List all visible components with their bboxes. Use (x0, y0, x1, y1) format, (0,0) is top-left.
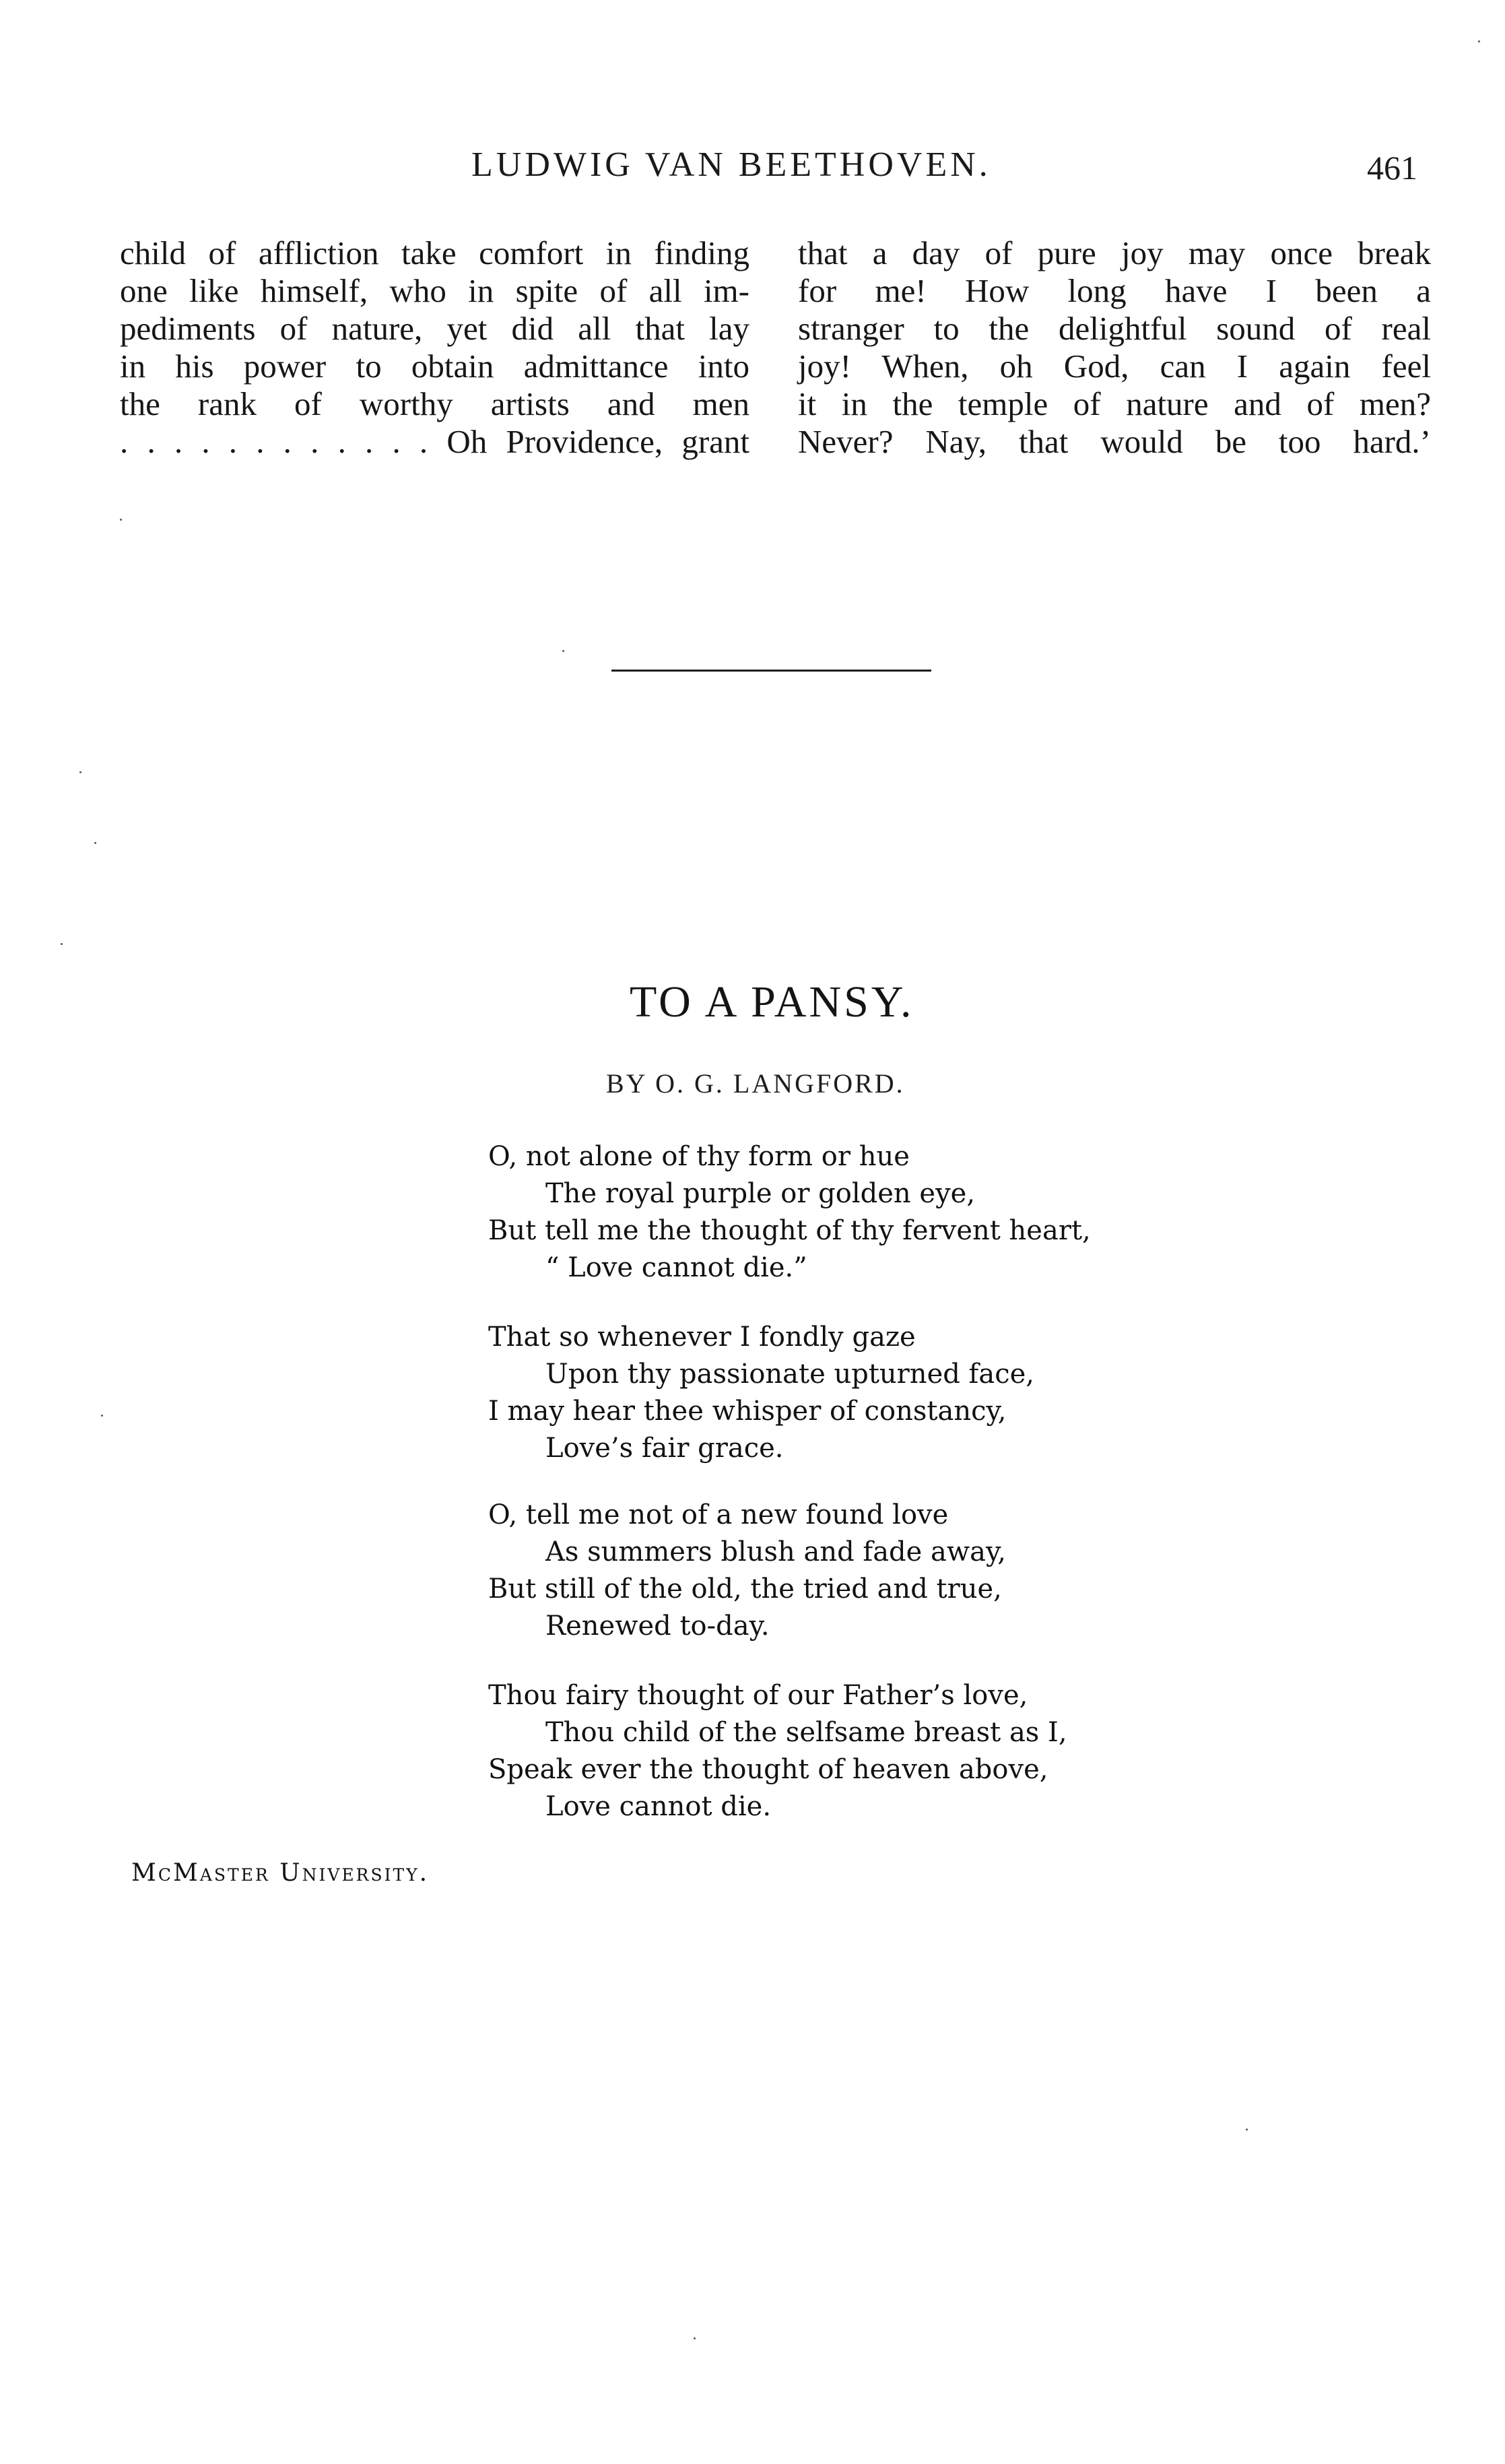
scan-speck (79, 771, 81, 773)
poem-line: Renewed to-day. (545, 1611, 770, 1642)
poem-stanza (488, 1677, 1067, 1825)
scan-speck (1246, 2129, 1248, 2131)
letter-line: . . . . . . . . . . . . Oh Providence, grant (120, 423, 749, 460)
poem-line: Love’s fair grace. (545, 1433, 784, 1464)
letter-line: child of affliction take comfort in finding (120, 234, 749, 271)
signoff: McMaster University. (131, 1859, 430, 1887)
poem-line: Upon thy passionate upturned face, (545, 1359, 1034, 1390)
poem-byline: BY O. G. LANGFORD. (606, 1068, 905, 1099)
poem-line: Thou child of the selfsame breast as I, (545, 1717, 1067, 1748)
poem-line: But tell me the thought of thy fervent heart, (488, 1215, 1091, 1246)
scan-speck (94, 842, 96, 844)
poem-line: “ Love cannot die.” (545, 1252, 807, 1283)
poem-line: The royal purple or golden eye, (545, 1178, 976, 1209)
poem-stanza (488, 1319, 1034, 1467)
letter-line: that a day of pure joy may once break (798, 234, 1431, 271)
poem-stanza (488, 1138, 1091, 1287)
poem-stanza (488, 1497, 1006, 1645)
letter-line: joy! When, oh God, can I again feel (798, 348, 1431, 385)
poem-title: TO A PANSY. (630, 977, 914, 1027)
section-divider (611, 670, 931, 672)
poem-line: Thou fairy thought of our Father’s love, (488, 1680, 1028, 1711)
letter-line: pediments of nature, yet did all that lay (120, 310, 749, 347)
scan-speck (120, 519, 122, 521)
letter-line: for me! How long have I been a (798, 272, 1431, 309)
poem-line: But still of the old, the tried and true, (488, 1574, 1002, 1604)
scan-speck (1478, 40, 1480, 42)
poem-line: Speak ever the thought of heaven above, (488, 1754, 1048, 1785)
poem-line: I may hear thee whisper of constancy, (488, 1396, 1007, 1427)
letter-line: Never? Nay, that would be too hard.’ (798, 423, 1431, 460)
poem-line: As summers blush and fade away, (545, 1536, 1006, 1567)
poem-line: O, not alone of thy form or hue (488, 1141, 910, 1172)
letter-left-column (120, 234, 749, 461)
page-number: 461 (1367, 149, 1417, 187)
letter-right-column (798, 234, 1431, 461)
scan-speck (694, 2337, 696, 2339)
letter-line: stranger to the delightful sound of real (798, 310, 1431, 347)
poem-line: That so whenever I fondly gaze (488, 1322, 916, 1353)
scan-speck (61, 943, 63, 945)
scan-speck (101, 1415, 103, 1417)
poem-line: Love cannot die. (545, 1791, 772, 1822)
scan-speck (562, 650, 564, 652)
letter-line: in his power to obtain admittance into (120, 348, 749, 385)
letter-line: one like himself, who in spite of all im- (120, 272, 749, 309)
running-head: LUDWIG VAN BEETHOVEN. (471, 145, 991, 184)
letter-line: it in the temple of nature and of men? (798, 385, 1431, 422)
poem-line: O, tell me not of a new found love (488, 1499, 949, 1530)
letter-line: the rank of worthy artists and men (120, 385, 749, 422)
